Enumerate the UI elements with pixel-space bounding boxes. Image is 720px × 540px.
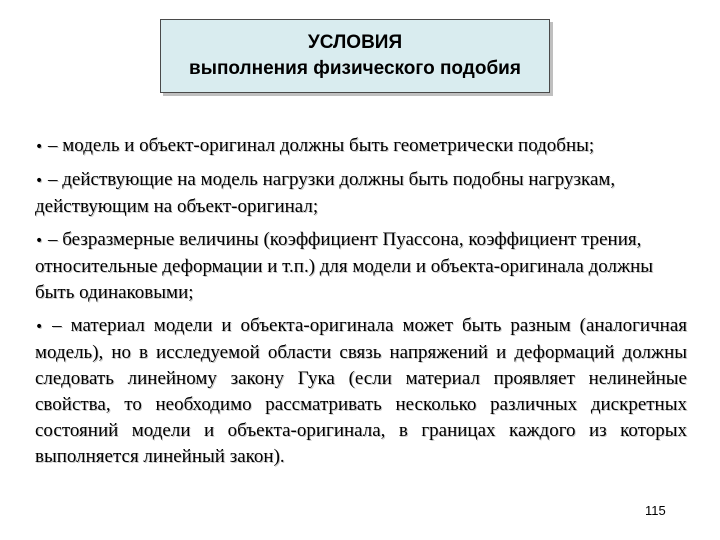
- page-number: 115: [645, 503, 666, 518]
- list-item-text: – действующие на модель нагрузки должны быть подобны нагрузкам, действующим на объект-оригинал;: [35, 169, 616, 217]
- bullet-marker: •: [35, 233, 44, 249]
- title-heading: УСЛОВИЯ: [307, 32, 403, 53]
- list-item-text: – модель и объект-оригинал должны быть геометрически подобны;: [48, 135, 595, 156]
- list-item: [35, 227, 687, 306]
- title-box: [160, 19, 550, 93]
- list-item-text: – безразмерные величины (коэффициент Пуассона, коэффициент трения, относительные деформации и т.п.) для модели и объекта-оригинала должны быть одинаковыми;: [35, 229, 654, 303]
- list-item: [35, 167, 687, 220]
- title-subheading: выполнения физического подобия: [189, 58, 521, 79]
- list-item-text: – материал модели и объекта-оригинала может быть разным (аналогичная модель), но в исследуемой области связь напряжений и деформаций должны следовать линейному закону Гука (если материал проявляет нелинейные свойства, то необходимо рассматривать несколько различных дискретных состояний модели и объекта-оригинала, в границах каждого из которых выполняется линейный закон).: [35, 315, 687, 467]
- list-item: [35, 313, 687, 470]
- bullet-marker: •: [35, 139, 44, 155]
- bullet-marker: •: [35, 319, 44, 335]
- list-item: [35, 133, 687, 160]
- bullet-marker: •: [35, 173, 44, 189]
- conditions-list: [35, 133, 687, 477]
